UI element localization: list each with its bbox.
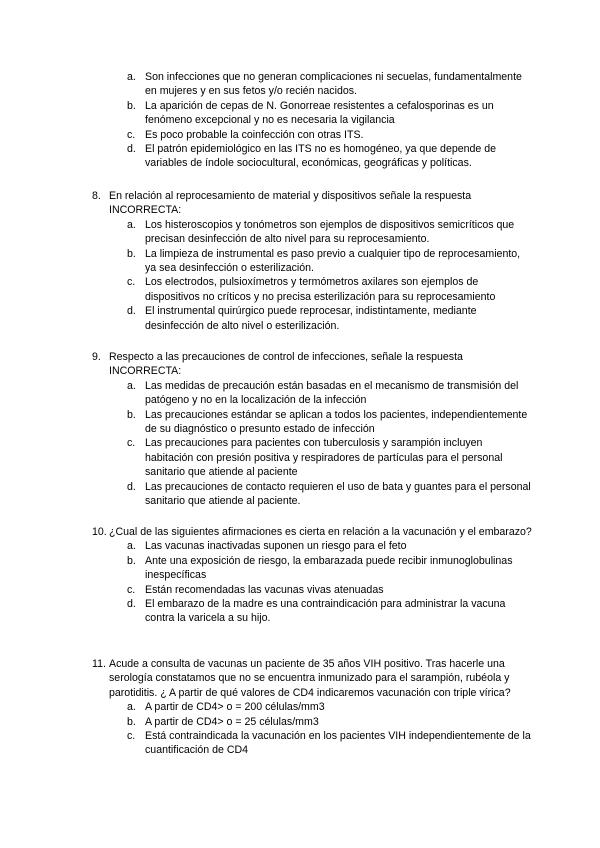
option-10c — [92, 583, 532, 597]
option-letter: b. — [127, 408, 136, 421]
option-7c — [92, 128, 532, 142]
option-text: Está contraindicada la vacunación en los pacientes VIH independientemente de la cuantificación de CD4 — [145, 730, 531, 757]
option-letter: a. — [127, 71, 136, 83]
option-letter: c. — [127, 583, 136, 596]
option-letter: a. — [127, 218, 136, 231]
question-11 — [92, 657, 532, 758]
option-11b — [92, 715, 532, 729]
question-10-options — [92, 539, 532, 625]
option-letter: d. — [127, 305, 136, 318]
option-10b — [92, 554, 532, 583]
option-text: Las medidas de precaución están basadas en el mecanismo de transmisión del patógeno y no en la localización de la infección — [145, 379, 519, 407]
option-letter: b. — [127, 247, 136, 260]
option-text: El patrón epidemiológico en las ITS no es homogéneo, ya que depende de variables de índole sociocultural, económicas, geográficas y políticas. — [145, 143, 497, 170]
option-letter: c. — [127, 437, 136, 450]
question-text: Respecto a las precauciones de control de infecciones, señale la respuesta INCORRECTA: — [109, 351, 463, 378]
option-8d — [92, 304, 532, 333]
question-9-options — [92, 379, 532, 509]
option-text: Las vacunas inactivadas suponen un riesgo para el feto — [145, 540, 407, 553]
option-9b — [92, 408, 532, 437]
question-7 — [92, 70, 532, 171]
option-text: Ante una exposición de riesgo, la embarazada puede recibir inmunoglobulinas inespecíficas — [145, 554, 513, 582]
question-10-stem — [92, 525, 532, 539]
option-text: Es poco probable la coinfección con otras ITS. — [145, 128, 364, 141]
option-9d — [92, 480, 532, 509]
option-11a — [92, 700, 532, 714]
option-8a — [92, 218, 532, 247]
option-letter: b. — [127, 715, 136, 728]
option-letter: a. — [127, 379, 136, 392]
question-number: 8. — [92, 190, 101, 202]
option-11c — [92, 729, 532, 758]
option-text: Los electrodos, pulsioxímetros y termómetros axilares son ejemplos de dispositivos no críticos y no precisa esterilización para su reprocesamiento — [145, 276, 496, 303]
option-text: La limpieza de instrumental es paso previo a cualquier tipo de reprocesamiento, ya sea desinfección o esterilización. — [145, 247, 521, 275]
option-text: A partir de CD4> o = 25 células/mm3 — [145, 715, 319, 728]
option-letter: c. — [127, 128, 136, 141]
question-8 — [92, 189, 532, 333]
question-number: 10. — [92, 526, 107, 538]
question-10 — [92, 525, 532, 626]
question-text: ¿Cual de las siguientes afirmaciones es cierta en relación a la vacunación y el embarazo? — [109, 526, 532, 538]
question-7-options — [92, 70, 532, 171]
question-9-stem — [92, 350, 532, 379]
option-text: Las precauciones estándar se aplican a todos los pacientes, independientemente de su diagnóstico o presunto estado de infección — [145, 408, 528, 436]
question-text: En relación al reprocesamiento de material y dispositivos señale la respuesta INCORRECTA: — [109, 190, 472, 217]
question-number: 11. — [92, 658, 106, 670]
question-9 — [92, 350, 532, 508]
option-letter: c. — [127, 730, 136, 743]
option-letter: a. — [127, 540, 136, 553]
option-letter: b. — [127, 554, 136, 567]
question-text: Acude a consulta de vacunas un paciente de 35 años VIH positivo. Tras hacerle una serología constatamos que no se encuentra inmunizado para el sarampión, rubéola y parotiditis. ¿ A partir de qué valores de CD4 indicaremos vacunación con triple vírica? — [109, 658, 511, 699]
question-number: 9. — [92, 351, 101, 363]
option-text: Las precauciones de contacto requieren el uso de bata y guantes para el personal sanitario que atiende al paciente. — [145, 480, 531, 508]
option-text: Son infecciones que no generan complicaciones ni secuelas, fundamentalmente en mujeres y en sus fetos y/o recién nacidos. — [145, 71, 522, 98]
option-7b — [92, 99, 532, 128]
option-8c — [92, 275, 532, 304]
option-letter: d. — [127, 143, 136, 156]
option-text: A partir de CD4> o = 200 células/mm3 — [145, 701, 325, 714]
question-11-options — [92, 700, 532, 758]
option-text: La aparición de cepas de N. Gonorreae resistentes a cefalosporinas es un fenómeno excepcional y no es necesaria la vigilancia — [145, 99, 494, 127]
option-text: Están recomendadas las vacunas vivas atenuadas — [145, 583, 384, 596]
option-letter: d. — [127, 598, 136, 611]
option-10a — [92, 539, 532, 553]
option-9c — [92, 436, 532, 479]
option-text: El instrumental quirúrgico puede reprocesar, indistintamente, mediante desinfección de alto nivel o esterilización. — [145, 305, 477, 332]
option-letter: d. — [127, 480, 136, 493]
option-10d — [92, 597, 532, 626]
option-7a — [92, 70, 532, 99]
option-letter: a. — [127, 701, 136, 714]
option-letter: b. — [127, 99, 136, 112]
option-7d — [92, 142, 532, 171]
question-8-options — [92, 218, 532, 333]
option-text: Las precauciones para pacientes con tuberculosis y sarampión incluyen habitación con presión positiva y respiradores de partículas para el personal sanitario que atiende al paciente — [145, 437, 503, 479]
option-letter: c. — [127, 276, 136, 289]
option-9a — [92, 379, 532, 408]
option-text: Los histeroscopios y tonómetros son ejemplos de dispositivos semicríticos que precisan desinfección de alto nivel para su reprocesamiento. — [145, 218, 515, 246]
option-text: El embarazo de la madre es una contraindicación para administrar la vacuna contra la varicela a su hijo. — [145, 598, 506, 625]
question-11-stem — [92, 657, 532, 700]
option-8b — [92, 247, 532, 276]
question-8-stem — [92, 189, 532, 218]
